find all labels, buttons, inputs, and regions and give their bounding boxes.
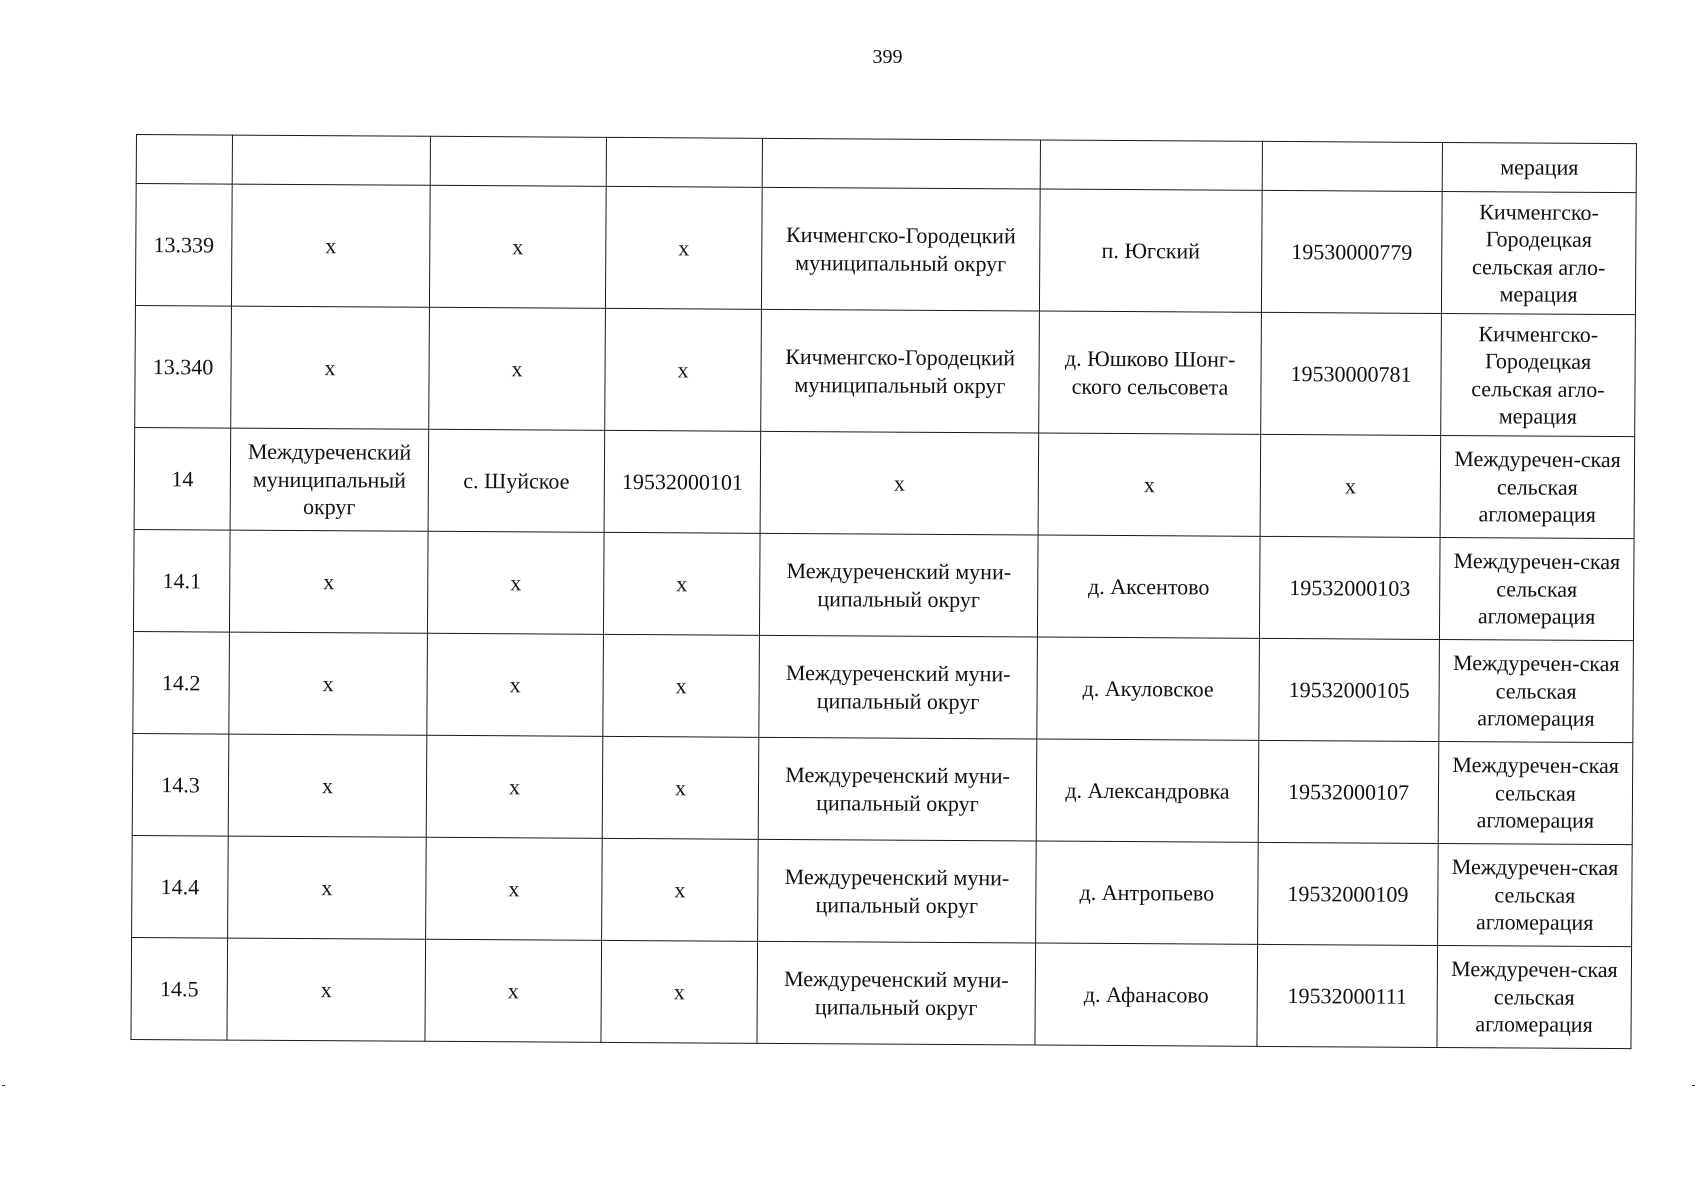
row-number: 14.2 [133,631,230,734]
table-cell [430,136,606,186]
settlement-cell: д. Александровка [1036,739,1259,842]
okrug-cell: Кичменгско-Городецкий муниципальный округ [761,187,1040,311]
center-cell: с. Шуйское [428,429,605,532]
agglomeration-cell: Кичменгско-Городецкая сельская агло-мерация [1441,191,1636,314]
settlements-table [130,134,1637,1049]
center-code-cell: х [605,308,762,431]
table-row [133,529,1634,640]
agglomeration-cell: Междуречен-ская сельская агломерация [1438,741,1633,844]
code-cell: 19530000781 [1261,312,1442,435]
settlement-cell: д. Аксентово [1037,535,1260,638]
scan-edge-mark [1692,1085,1695,1086]
table-cell [232,135,430,185]
district-cell: х [231,184,430,307]
row-number: 14.1 [133,529,230,632]
okrug-cell: Междуреченский муни-ципальный округ [757,941,1036,1045]
table-cell [136,135,232,185]
table-row [133,631,1634,742]
agglomeration-cell: Междуречен-ская сельская агломерация [1440,435,1635,538]
code-cell: 19530000779 [1261,190,1442,313]
district-cell: х [229,632,428,735]
center-code-cell: х [605,186,762,309]
district-cell: Междуреченский муниципальный округ [230,428,429,531]
document-sheet [130,134,1636,1049]
code-cell: 19532000109 [1258,842,1439,945]
center-code-cell: х [601,940,758,1043]
agglomeration-cell: Междуречен-ская сельская агломерация [1439,639,1634,742]
settlement-cell: д. Акуловское [1037,637,1260,740]
row-number: 14 [134,427,231,530]
district-cell: х [231,306,430,429]
center-code-cell: х [603,634,760,737]
agglomeration-cell: Междуречен-ская сельская агломерация [1438,843,1633,946]
okrug-cell: Междуреченский муни-ципальный округ [758,737,1037,841]
table-cell [1262,141,1442,191]
agglomeration-cell: Междуречен-ская сельская агломерация [1437,945,1632,1048]
center-cell: х [426,735,603,838]
table-row [134,427,1635,538]
settlement-cell: д. Антропьево [1036,841,1259,944]
code-cell: 19532000105 [1259,638,1440,741]
district-cell: х [227,938,426,1041]
okrug-cell: х [760,431,1039,535]
scan-edge-mark [2,1085,5,1086]
code-cell: х [1260,434,1441,537]
center-code-cell: х [602,838,759,941]
agglomeration-cell: Кичменгско-Городецкая сельская агло-мерация [1441,313,1636,436]
table-cell [606,137,762,187]
row-number: 14.5 [131,937,228,1040]
table-row [135,305,1636,436]
center-cell: х [429,307,606,430]
page-number: 399 [872,46,903,68]
okrug-cell: Междуреченский муни-ципальный округ [758,839,1037,943]
center-cell: х [427,531,604,634]
table-row [132,835,1633,946]
center-cell: х [429,185,606,308]
table-row [135,184,1636,315]
table-row [131,937,1632,1048]
row-number: 14.4 [132,835,229,938]
district-cell: х [228,836,427,939]
agglomeration-cell: Междуречен-ская сельская агломерация [1439,537,1634,640]
table-cell [762,138,1040,189]
row-number: 13.340 [135,305,232,428]
table-row [132,733,1633,844]
row-number: 14.3 [132,733,229,836]
settlement-cell: д. Юшково Шонг-ского сельсовета [1039,311,1262,434]
center-code-cell: х [602,736,759,839]
settlement-cell: х [1038,433,1261,536]
center-cell: х [425,939,602,1042]
settlement-cell: д. Афанасово [1035,943,1258,1046]
row-number: 13.339 [135,184,232,307]
code-cell: 19532000107 [1258,740,1439,843]
okrug-cell: Междуреченский муни-ципальный округ [759,533,1038,637]
agglomeration-cell-continued: мерация [1442,142,1636,192]
okrug-cell: Кичменгско-Городецкий муниципальный округ [761,309,1040,433]
center-code-cell: 19532000101 [604,430,761,533]
district-cell: х [229,530,428,633]
center-code-cell: х [603,532,760,635]
settlement-cell: п. Югский [1039,189,1262,312]
center-cell: х [427,633,604,736]
center-cell: х [426,837,603,940]
table-cell [1040,140,1262,190]
district-cell: х [228,734,427,837]
code-cell: 19532000103 [1259,536,1440,639]
okrug-cell: Междуреченский муни-ципальный округ [759,635,1038,739]
code-cell: 19532000111 [1257,944,1438,1047]
